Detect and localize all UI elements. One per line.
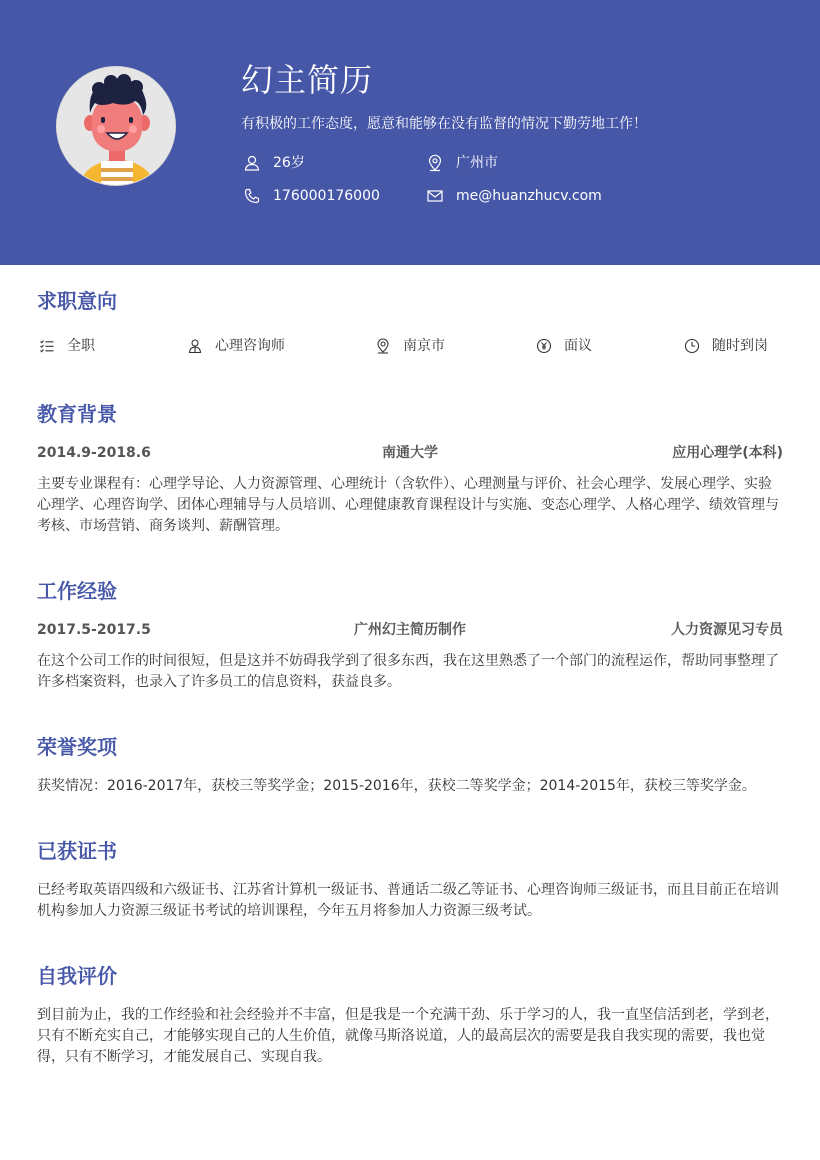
- education-description: 主要专业课程有：心理学导论、人力资源管理、心理统计（含软件）、心理测量与评价、社会心理学、发展心理学、实验心理学、心理咨询学、团体心理辅导与人员培训、心理健康教育课程设计与实施、变态心理学、人格心理学、绩效管理与考核、市场营销、商务谈判、薪酬管理。: [37, 476, 779, 534]
- section-title-certificates: 已获证书: [37, 839, 117, 863]
- section-title-honors: 荣誉奖项: [37, 735, 117, 759]
- age-value: 26岁: [273, 155, 305, 171]
- self-eval-description: 到目前为止，我的工作经验和社会经验并不丰富，但是我是一个充满干劲、乐于学习的人，我一直坚信活到老，学到老，只有不断充实自己，才能够实现自己的人生价值，就像马斯洛说道，人的最高层次的需要是我自我实现的需要，我也觉得，只有不断学习，才能发展自己、实现自我。: [37, 1007, 779, 1065]
- intent-item-type: [39, 336, 95, 356]
- work-description: 在这个公司工作的时间很短，但是这并不妨碍我学到了很多东西，我在这里熟悉了一个部门的流程运作，帮助同事整理了许多档案资料，也录入了许多员工的信息资料，获益良多。: [37, 653, 779, 690]
- user-icon: [187, 338, 203, 354]
- section-title-education: 教育背景: [37, 402, 117, 426]
- work-date: 2017.5-2017.5: [37, 622, 151, 638]
- resume-name: 幻主简历: [241, 61, 374, 99]
- intent-row: [37, 336, 783, 356]
- section-title-intent: 求职意向: [37, 289, 117, 313]
- list-icon: [39, 338, 55, 354]
- section-title-work: 工作经验: [37, 579, 117, 603]
- email-value: me@huanzhucv.com: [456, 188, 602, 204]
- mail-icon: [426, 187, 444, 205]
- phone-info: [243, 186, 380, 206]
- avatar-illustration: [57, 67, 176, 186]
- clock-icon: [684, 338, 700, 354]
- intent-type-label: 全职: [67, 338, 95, 354]
- intent-item-availability: [684, 336, 768, 356]
- education-major: 应用心理学(本科): [672, 445, 783, 461]
- person-icon: [243, 154, 261, 172]
- avatar: [56, 66, 176, 186]
- education-school: 南通大学: [382, 445, 438, 461]
- intent-salary-label: 面议: [564, 338, 592, 354]
- intent-item-city: [375, 336, 445, 356]
- section-title-self-eval: 自我评价: [37, 964, 117, 988]
- intent-city-label: 南京市: [403, 338, 445, 354]
- city-info: [426, 153, 498, 173]
- education-date: 2014.9-2018.6: [37, 445, 151, 461]
- certificates-description: 已经考取英语四级和六级证书、江苏省计算机一级证书、普通话二级乙等证书、心理咨询师三级证书，而且目前正在培训机构参加人力资源三级证书考试的培训课程，今年五月将参加人力资源三级考试。: [37, 882, 779, 919]
- location-icon: [426, 154, 444, 172]
- age-info: [243, 153, 305, 173]
- intent-position-label: 心理咨询师: [215, 338, 285, 354]
- honors-description: 获奖情况：2016-2017年，获校三等奖学金；2015-2016年，获校二等奖学金；2014-2015年，获校三等奖学金。: [37, 778, 756, 794]
- location-icon: [375, 338, 391, 354]
- education-header-row: [37, 443, 783, 463]
- work-header-row: [37, 620, 783, 640]
- resume-header: [0, 0, 820, 265]
- yen-icon: [536, 338, 552, 354]
- email-info: [426, 186, 602, 206]
- intent-availability-label: 随时到岗: [712, 338, 768, 354]
- intent-item-position: [187, 336, 285, 356]
- work-position: 人力资源见习专员: [671, 622, 783, 638]
- phone-value: 176000176000: [273, 188, 380, 204]
- phone-icon: [243, 187, 261, 205]
- intent-item-salary: [536, 336, 592, 356]
- work-company: 广州幻主简历制作: [354, 622, 466, 638]
- resume-motto: 有积极的工作态度，愿意和能够在没有监督的情况下勤劳地工作！: [241, 116, 647, 132]
- city-value: 广州市: [456, 155, 498, 171]
